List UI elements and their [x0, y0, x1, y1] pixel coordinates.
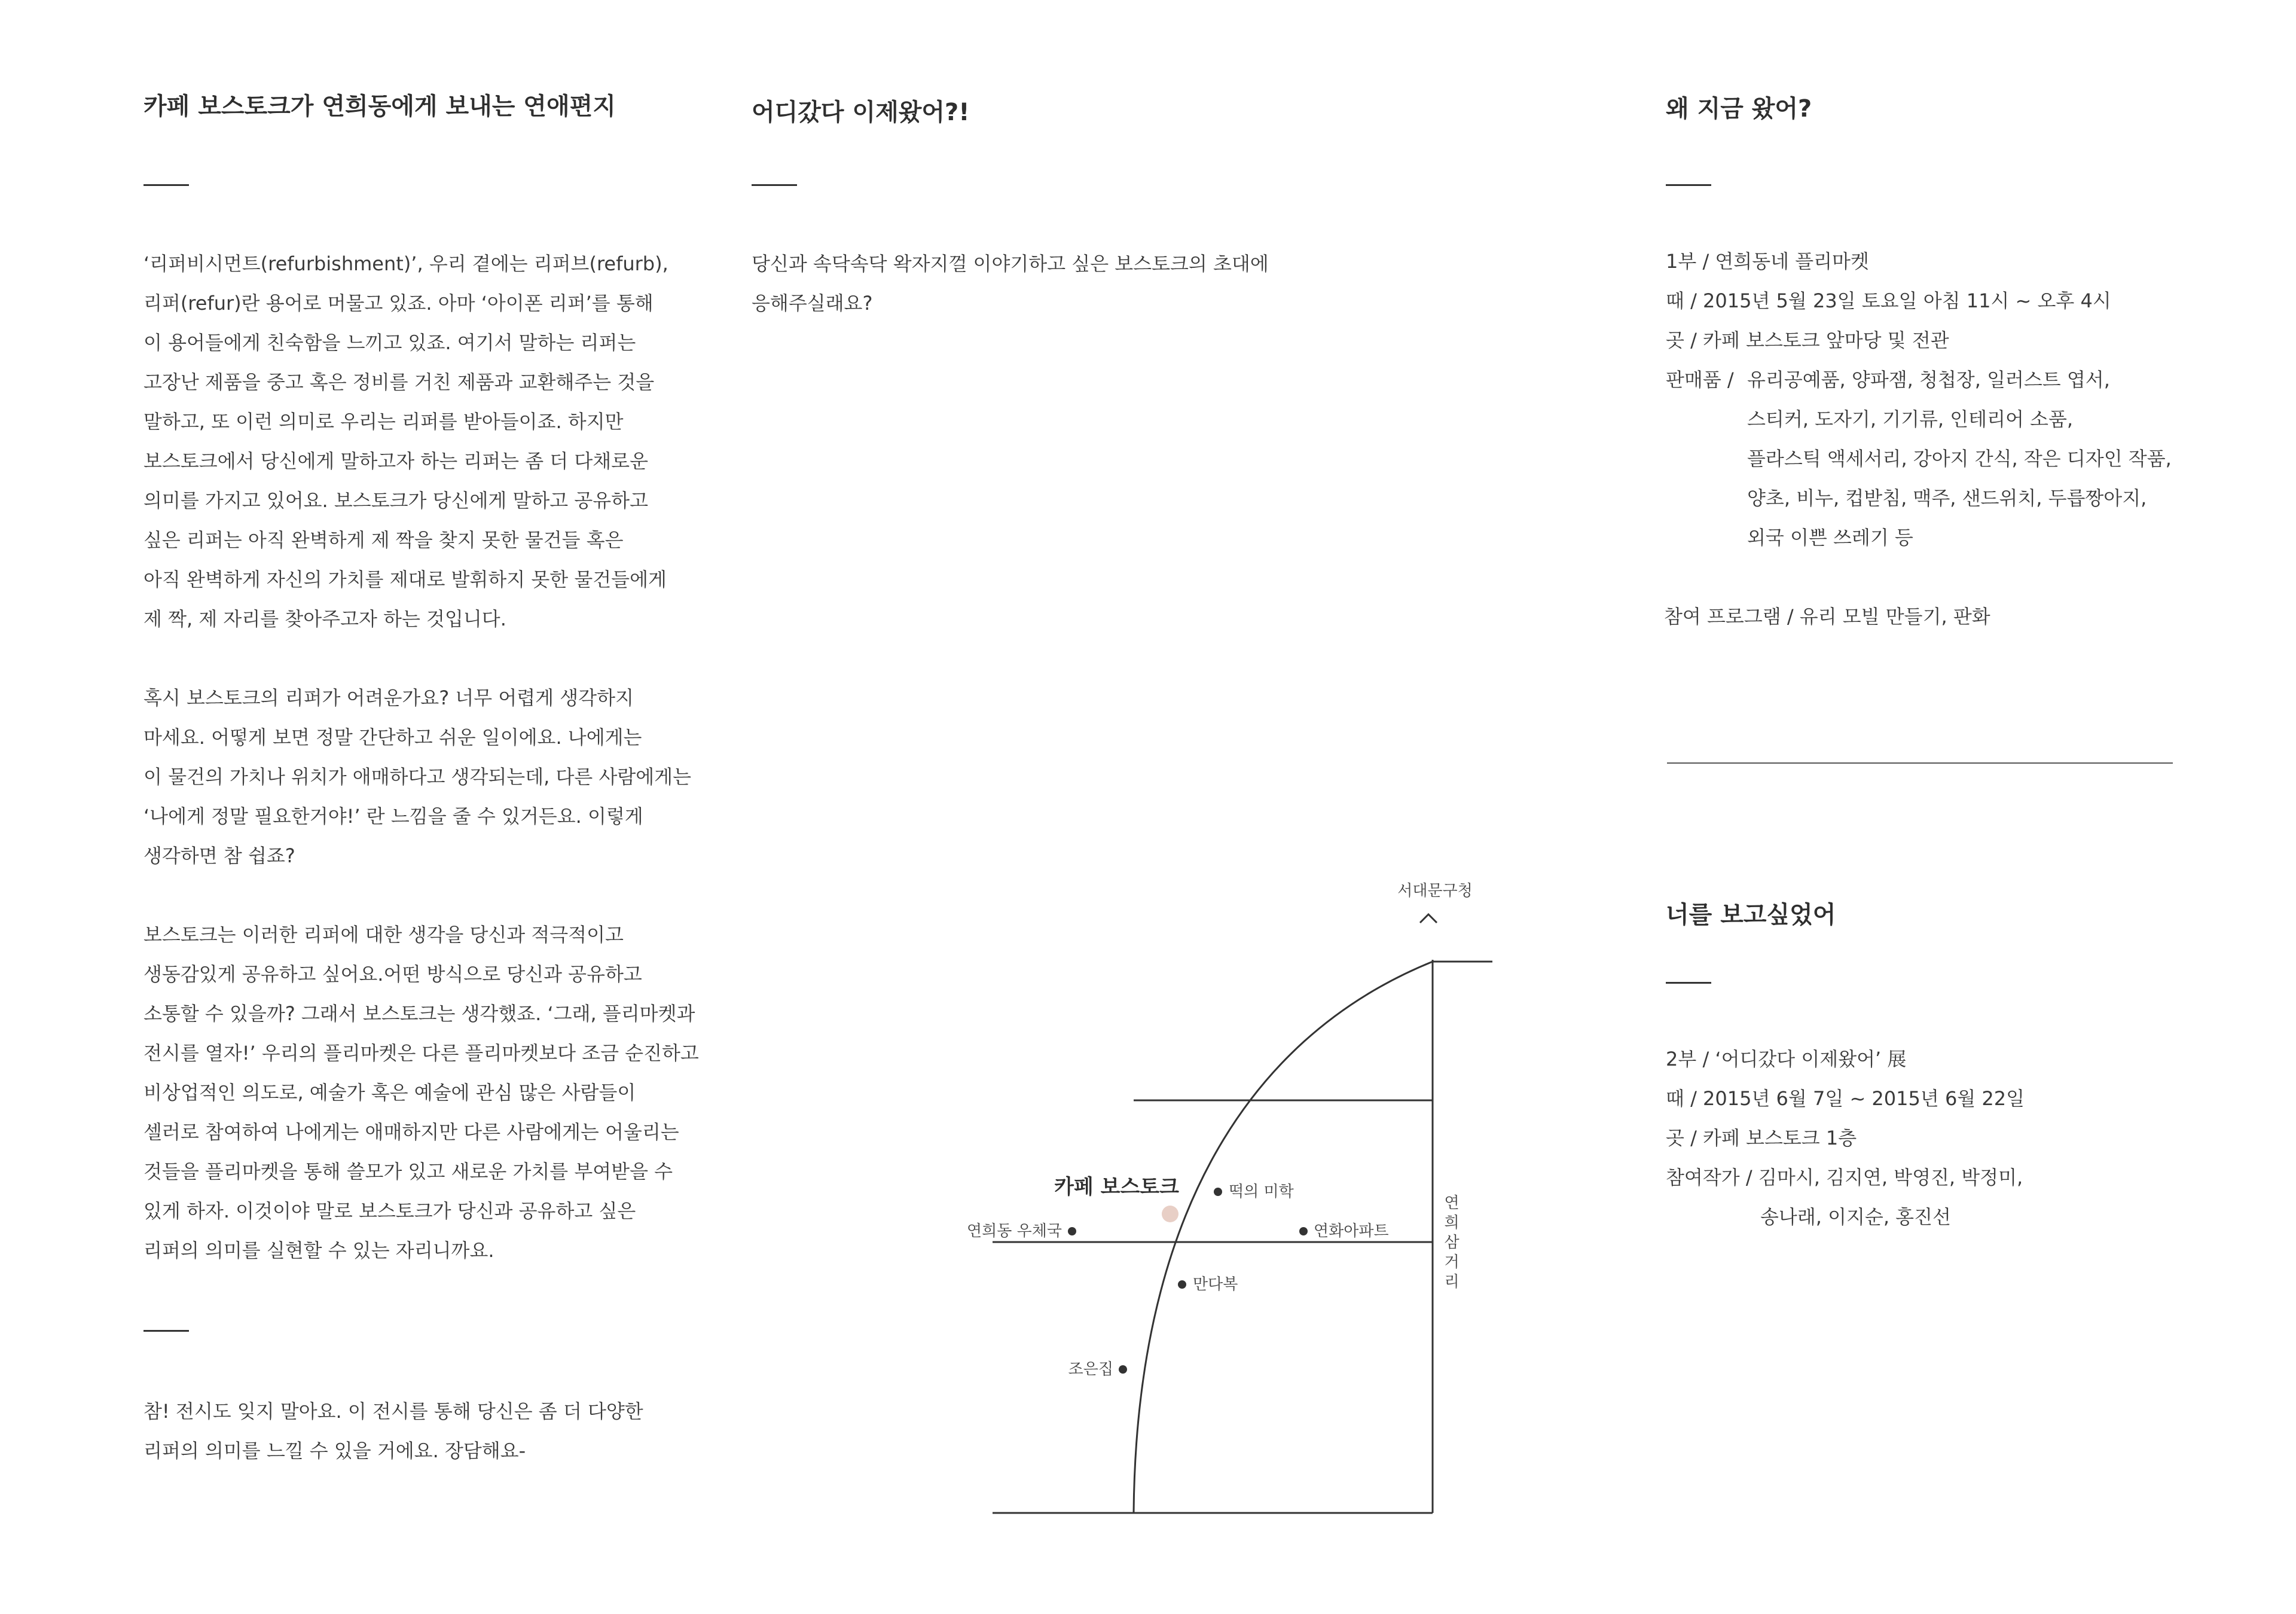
north-arrow-icon	[1420, 914, 1437, 923]
text-line: 생각하면 참 쉽죠?	[144, 844, 295, 867]
invite-title: 어디갔다 이제왔어?!	[752, 99, 970, 126]
text-line: 생동감있게 공유하고 싶어요.어떤 방식으로 당신과 공유하고	[144, 963, 642, 986]
text-line: 리퍼의 의미를 실현할 수 있는 자리니까요.	[144, 1239, 494, 1262]
artists-label: 참여작가 /	[1666, 1166, 1752, 1189]
letter-paragraph-1	[144, 244, 741, 639]
text-line: 김마시, 김지연, 박영진, 박정미,	[1758, 1166, 2023, 1189]
text-line: 제 짝, 제 자리를 찾아주고자 하는 것입니다.	[144, 608, 506, 630]
text-line: 1부 / 연희동네 플리마켓	[1666, 250, 1869, 273]
letter-paragraph-4	[144, 1392, 741, 1470]
text-line: 플라스틱 액세서리, 강아지 간식, 작은 디자인 작품,	[1747, 447, 2172, 470]
text-line: 싶은 리퍼는 아직 완벽하게 제 짝을 찾지 못한 물건들 혹은	[144, 529, 624, 551]
location-map	[957, 861, 1507, 1531]
post-office-marker-icon	[1068, 1227, 1076, 1235]
text-line: 비상업적인 의도로, 예술가 혹은 예술에 관심 많은 사람들이	[144, 1081, 636, 1104]
letter-end-divider	[144, 1330, 189, 1332]
text-line: 보스토크는 이러한 리퍼에 대한 생각을 당신과 적극적이고	[144, 923, 624, 946]
text-line: 리퍼(refur)란 용어로 머물고 있죠. 아마 ‘아이폰 리퍼’를 통해	[144, 292, 654, 315]
letter-paragraph-3	[144, 915, 741, 1270]
text-line: 때 / 2015년 6월 7일 ~ 2015년 6월 22일	[1666, 1087, 2025, 1110]
text-line: 이 물건의 가치나 위치가 애매하다고 생각되는데, 다른 사람에게는	[144, 765, 692, 788]
joeunjip-label: 조은집	[1068, 1360, 1113, 1378]
artists-row	[1666, 1158, 2204, 1237]
intersection-label-char: 연	[1444, 1194, 1460, 1212]
letter-title: 카페 보스토크가 연희동에게 보내는 연애편지	[144, 93, 616, 120]
apartment-label: 연화아파트	[1314, 1222, 1389, 1240]
part1-column	[1666, 91, 2204, 636]
text-line: 곳 / 카페 보스토크 앞마당 및 전관	[1666, 329, 1949, 352]
rice-cake-label: 떡의 미학	[1229, 1183, 1294, 1201]
program-line: 참여 프로그램 / 유리 모빌 만들기, 판화	[1664, 605, 1990, 628]
invite-text	[752, 244, 1290, 323]
text-line: 리퍼의 의미를 느낄 수 있을 거에요. 장담해요-	[144, 1439, 526, 1462]
text-line: 이 용어들에게 친숙함을 느끼고 있죠. 여기서 말하는 리퍼는	[144, 331, 636, 354]
cafe-marker-icon	[1162, 1206, 1178, 1222]
text-line: 양초, 비누, 컵받침, 맥주, 샌드위치, 두릅짱아지,	[1747, 487, 2147, 509]
mandabok-label: 만다복	[1193, 1276, 1238, 1293]
part2-details	[1666, 1039, 2204, 1237]
post-office-label: 연희동 우체국	[967, 1222, 1062, 1240]
text-line: 말하고, 또 이런 의미로 우리는 리퍼를 받아들이죠. 하지만	[144, 410, 624, 433]
letter-paragraph-2	[144, 678, 741, 875]
part1-title-divider	[1666, 184, 1711, 186]
cafe-label: 카페 보스토크	[1054, 1175, 1179, 1199]
text-line: 마세요. 어떻게 보면 정말 간단하고 쉬운 일이에요. 나에게는	[144, 726, 642, 749]
text-line: 때 / 2015년 5월 23일 토요일 아침 11시 ~ 오후 4시	[1666, 289, 2111, 312]
text-line: 당신과 속닥속닥 왁자지껄 이야기하고 싶은 보스토크의 초대에	[752, 252, 1269, 275]
rice-cake-marker-icon	[1214, 1188, 1222, 1196]
text-line: 2부 / ‘어디갔다 이제왔어’ 展	[1666, 1048, 1907, 1070]
letter-title-divider	[144, 184, 189, 186]
text-line: 의미를 가지고 있어요. 보스토크가 당신에게 말하고 공유하고	[144, 489, 649, 512]
text-line: 스티커, 도자기, 기기류, 인테리어 소품,	[1747, 408, 2074, 431]
artists-list	[1758, 1158, 2023, 1237]
invite-title-divider	[752, 184, 797, 186]
text-line: 셀러로 참여하여 나에게는 애매하지만 다른 사람에게는 어울리는	[144, 1121, 679, 1143]
section-divider	[1667, 762, 2173, 764]
text-line: 응해주실래요?	[752, 292, 873, 315]
text-line: 전시를 열자!’ 우리의 플리마켓은 다른 플리마켓보다 조금 순진하고	[144, 1042, 699, 1064]
text-line	[1666, 557, 2204, 597]
north-label: 서대문구청	[1397, 882, 1473, 900]
text-line: 혹시 보스토크의 리퍼가 어려운가요? 너무 어렵게 생각하지	[144, 687, 634, 709]
text-line: 소통할 수 있을까? 그래서 보스토크는 생각했죠. ‘그래, 플리마켓과	[144, 1002, 695, 1025]
text-line: 참! 전시도 잊지 말아요. 이 전시를 통해 당신은 좀 더 다양한	[144, 1400, 643, 1423]
part1-title: 왜 지금 왔어?	[1666, 95, 1812, 123]
intersection-label-char: 삼	[1444, 1234, 1460, 1252]
part1-details	[1666, 242, 2204, 636]
text-line: 고장난 제품을 중고 혹은 정비를 거친 제품과 교환해주는 것을	[144, 371, 655, 393]
text-line: 보스토크에서 당신에게 말하고자 하는 리퍼는 좀 더 다채로운	[144, 450, 649, 472]
text-line: 유리공예품, 양파잼, 청첩장, 일러스트 엽서,	[1747, 368, 2110, 391]
letter-column	[144, 89, 741, 1470]
text-line: 외국 이쁜 쓰레기 등	[1747, 526, 1913, 549]
part2-title: 너를 보고싶었어	[1666, 901, 1836, 929]
goods-label: 판매품 /	[1666, 368, 1734, 391]
goods-list	[1747, 360, 2172, 557]
joeunjip-marker-icon	[1119, 1365, 1127, 1374]
text-line: 있게 하자. 이것이야 말로 보스토크가 당신과 공유하고 싶은	[144, 1200, 636, 1222]
mandabok-marker-icon	[1178, 1280, 1186, 1289]
text-line: 것들을 플리마켓을 통해 쓸모가 있고 새로운 가치를 부여받을 수	[144, 1160, 673, 1183]
goods-row	[1666, 360, 2204, 557]
apartment-marker-icon	[1299, 1227, 1308, 1235]
part2-title-divider	[1666, 982, 1711, 984]
intersection-label-char: 거	[1444, 1253, 1460, 1271]
invite-column	[752, 94, 1290, 323]
intersection-label-char: 희	[1444, 1214, 1460, 1232]
text-line: 아직 완벽하게 자신의 가치를 제대로 발휘하지 못한 물건들에게	[144, 568, 667, 591]
text-line: ‘나에게 정말 필요한거야!’ 란 느낌을 줄 수 있거든요. 이렇게	[144, 805, 643, 828]
text-line: 송나래, 이지순, 홍진선	[1760, 1206, 1951, 1228]
part2-column	[1666, 897, 2204, 1237]
text-line: ‘리퍼비시먼트(refurbishment)’, 우리 곁에는 리퍼브(refurb),	[144, 252, 668, 275]
text-line: 곳 / 카페 보스토크 1층	[1666, 1127, 1857, 1149]
intersection-label-char: 리	[1444, 1273, 1460, 1291]
